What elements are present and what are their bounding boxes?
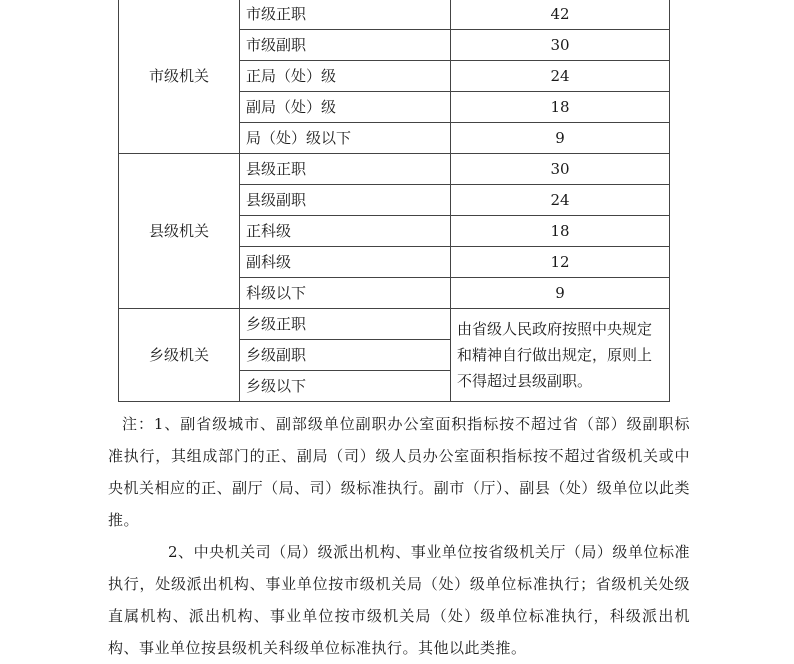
value-cell: 9 [451,278,670,309]
level-cell: 正局（处）级 [240,61,451,92]
level-cell: 局（处）级以下 [240,123,451,154]
table-row [119,154,670,185]
office-area-standard-table [118,0,670,402]
value-cell: 30 [451,30,670,61]
level-cell: 乡级副职 [240,340,451,371]
value-cell: 24 [451,185,670,216]
notes-section [108,408,690,664]
value-cell: 12 [451,247,670,278]
note-paragraph-2: 2、中央机关司（局）级派出机构、事业单位按省级机关厅（局）级单位标准执行，处级派出机构、事业单位按市级机关局（处）级单位标准执行；省级机关处级直属机构、派出机构、事业单位按市级机关局（处）级单位标准执行，科级派出机构、事业单位按县级机关科级单位标准执行。其他以此类推。 [108,543,690,657]
org-city: 市级机关 [119,0,240,154]
value-cell: 18 [451,216,670,247]
level-cell: 市级副职 [240,30,451,61]
value-cell: 9 [451,123,670,154]
value-cell: 18 [451,92,670,123]
org-county: 县级机关 [119,154,240,309]
level-cell: 乡级正职 [240,309,451,340]
table-row [119,309,670,340]
level-cell: 科级以下 [240,278,451,309]
value-cell: 42 [451,0,670,30]
level-cell: 县级正职 [240,154,451,185]
level-cell: 副局（处）级 [240,92,451,123]
level-cell: 正科级 [240,216,451,247]
value-cell: 24 [451,61,670,92]
value-cell: 30 [451,154,670,185]
level-cell: 乡级以下 [240,371,451,402]
level-cell: 副科级 [240,247,451,278]
note-paragraph-1: 注：1、副省级城市、副部级单位副职办公室面积指标按不超过省（部）级副职标准执行，其组成部门的正、副局（司）级人员办公室面积指标按不超过省级机关或中央机关相应的正、副厅（局、司）级标准执行。副市（厅）、副县（处）级单位以此类推。 [108,415,690,529]
township-note: 由省级人民政府按照中央规定和精神自行做出规定，原则上不得超过县级副职。 [451,309,670,402]
level-cell: 市级正职 [240,0,451,30]
table-row [119,0,670,30]
org-township: 乡级机关 [119,309,240,402]
level-cell: 县级副职 [240,185,451,216]
